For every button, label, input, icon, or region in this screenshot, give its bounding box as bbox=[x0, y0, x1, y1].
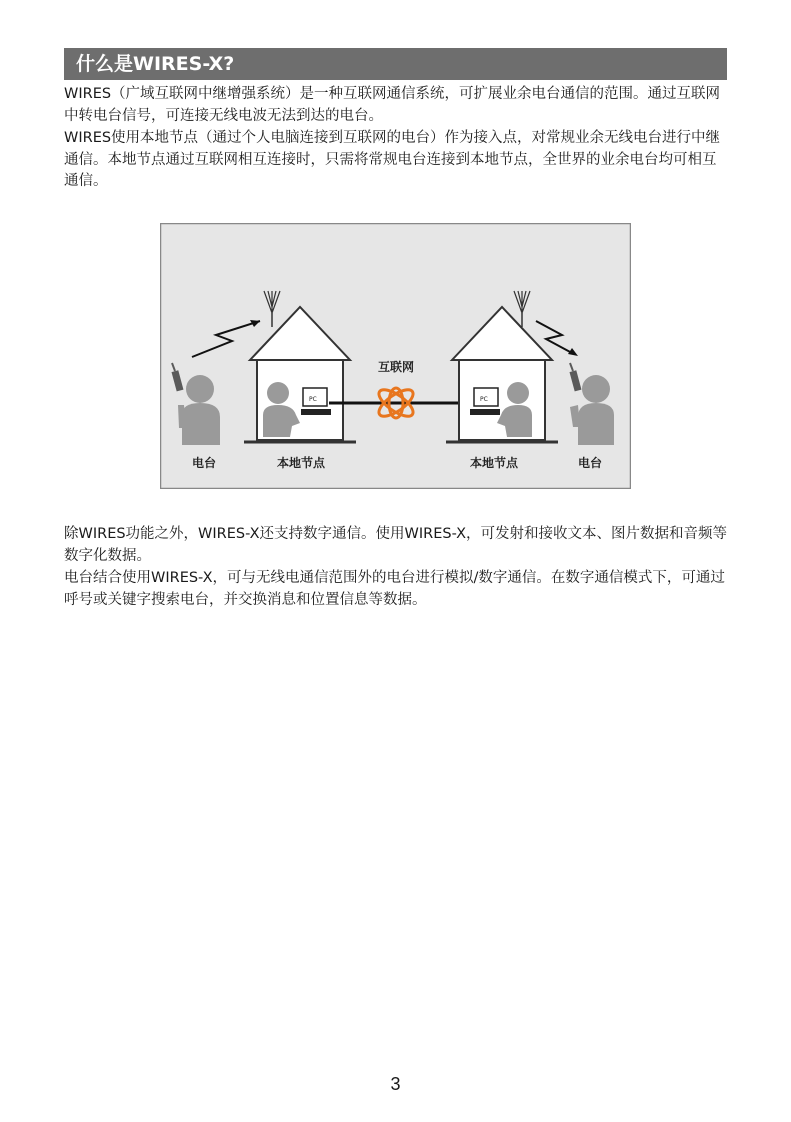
station-left-label: 电台 bbox=[191, 456, 217, 470]
pc-right-label: PC bbox=[480, 396, 488, 403]
node-left-label: 本地节点 bbox=[276, 456, 326, 470]
diagram-background bbox=[161, 224, 631, 489]
page-number: 3 bbox=[390, 1074, 401, 1094]
section-title-bar bbox=[64, 48, 727, 80]
internet-label: 互联网 bbox=[377, 360, 415, 374]
pc-left-icon bbox=[301, 388, 331, 415]
section-title: 什么是WIRES-X? bbox=[76, 53, 235, 75]
node-right-label: 本地节点 bbox=[469, 456, 519, 470]
station-right-label: 电台 bbox=[577, 456, 603, 470]
pc-left-label: PC bbox=[309, 396, 317, 403]
pc-right-icon bbox=[470, 388, 500, 415]
wires-diagram bbox=[160, 223, 631, 489]
paragraph-wires-intro: WIRES（广域互联网中继增强系统）是一种互联网通信系统，可扩展业余电台通信的范围。通过互联网中转电台信号，可连接无线电波无法到达的电台。 bbox=[64, 86, 721, 124]
paragraph-digital-comm: 除WIRES功能之外，WIRES-X还支持数字通信。使用WIRES-X，可发射和接收文本、图片数据和音频等数字化数据。 bbox=[64, 526, 728, 564]
paragraph-search-exchange: 电台结合使用WIRES-X，可与无线电通信范围外的电台进行模拟/数字通信。在数字通信模式下，可通过呼号或关键字搜索电台，并交换消息和位置信息等数据。 bbox=[64, 570, 725, 608]
paragraph-local-node: WIRES使用本地节点（通过个人电脑连接到互联网的电台）作为接入点，对常规业余无线电台进行中继通信。本地节点通过互联网相互连接时，只需将常规电台连接到本地节点，全世界的业余电台均可相互通信。 bbox=[64, 130, 721, 189]
